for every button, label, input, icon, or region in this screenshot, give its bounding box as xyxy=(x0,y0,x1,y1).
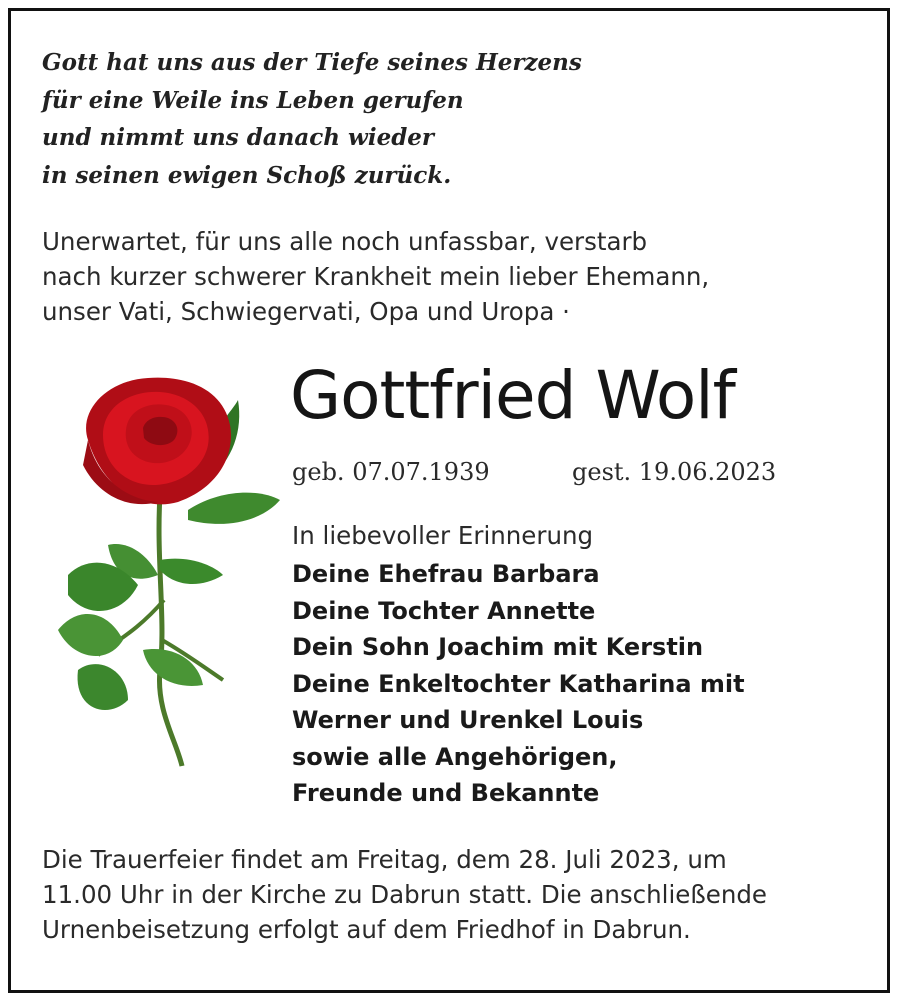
funeral-info xyxy=(42,842,767,947)
funeral-line: Urnenbeisetzung erfolgt auf dem Friedhof in Dabrun. xyxy=(42,915,691,944)
mourner-line: Deine Tochter Annette xyxy=(292,596,596,625)
poem-line: in seinen ewigen Schoß zurück. xyxy=(42,161,452,189)
red-rose-icon xyxy=(48,370,288,770)
intro-line: nach kurzer schwerer Krankheit mein lieber Ehemann, xyxy=(42,262,710,291)
funeral-line: Die Trauerfeier findet am Freitag, dem 28. Juli 2023, um xyxy=(42,845,727,874)
intro-line: Unerwartet, für uns alle noch unfassbar, verstarb xyxy=(42,227,648,256)
poem-line: und nimmt uns danach wieder xyxy=(42,124,435,151)
intro-line: unser Vati, Schwiegervati, Opa und Uropa · xyxy=(42,297,570,326)
intro-text xyxy=(42,224,709,329)
life-dates xyxy=(292,454,776,490)
poem-line: Gott hat uns aus der Tiefe seines Herzens xyxy=(42,49,582,76)
poem xyxy=(42,44,582,194)
leaf xyxy=(78,664,128,710)
funeral-line: 11.00 Uhr in der Kirche zu Dabrun statt. Die anschließende xyxy=(42,880,767,909)
rose-stem xyxy=(159,495,182,766)
leaf xyxy=(160,559,223,584)
mourners-list xyxy=(292,556,745,812)
poem-line: für eine Weile ins Leben gerufen xyxy=(42,86,464,114)
birth-date: geb. 07.07.1939 xyxy=(292,458,490,486)
rose-petal xyxy=(143,417,177,445)
mourner-line: sowie alle Angehörigen, xyxy=(292,742,618,771)
mourner-line: Deine Enkeltochter Katharina mit xyxy=(292,669,745,698)
mourner-line: Werner und Urenkel Louis xyxy=(292,706,644,734)
memory-line: In liebevoller Erinnerung xyxy=(292,521,594,550)
mourner-line: Deine Ehefrau Barbara xyxy=(292,560,600,588)
deceased-name: Gottfried Wolf xyxy=(290,357,735,434)
leaf xyxy=(188,493,280,524)
mourner-line: Freunde und Bekannte xyxy=(292,779,600,807)
leaf xyxy=(58,614,123,656)
leaf xyxy=(143,649,203,686)
mourner-line: Dein Sohn Joachim mit Kerstin xyxy=(292,633,704,661)
death-date: gest. 19.06.2023 xyxy=(572,458,777,486)
